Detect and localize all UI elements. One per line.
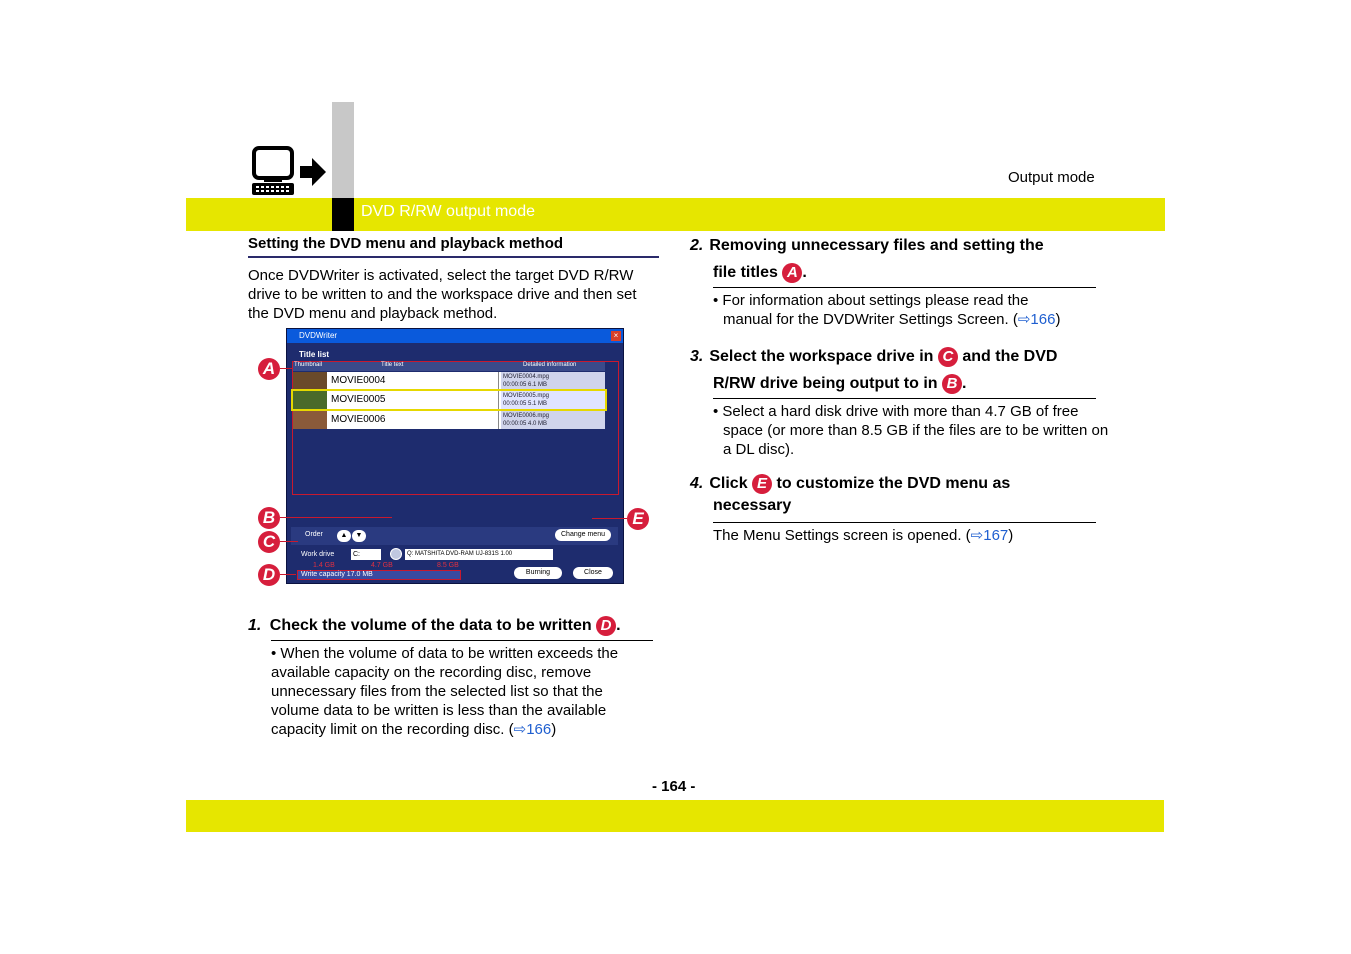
step4-title-c: necessary	[713, 497, 792, 514]
step4-text-body: The Menu Settings screen is opened. (	[713, 527, 971, 544]
step2-close: )	[1055, 311, 1061, 328]
pc-to-device-icon	[250, 146, 330, 198]
marker-a-line	[280, 368, 292, 369]
header-black-tab	[332, 198, 354, 231]
step3-title-b: and the DVD	[962, 348, 1058, 365]
marker-d-line	[280, 574, 296, 575]
title-cell[interactable]: MOVIE0006	[329, 411, 499, 429]
dvd-drive-value: Q: MATSHITA DVD-RAM UJ-831S 1.00	[407, 551, 513, 557]
step1-marker: D	[596, 616, 616, 636]
step4-rule	[713, 522, 1096, 523]
step1-bullet	[271, 644, 651, 739]
step4-title-b: to customize the DVD menu as	[776, 475, 1011, 492]
thumbnail	[293, 372, 327, 390]
window-titlebar	[287, 329, 623, 343]
close-button[interactable]: Close	[573, 567, 613, 579]
step3-rule	[713, 398, 1096, 399]
title-list-label: Title list	[299, 350, 330, 359]
step2-title	[690, 232, 1110, 286]
write-capacity-text: Write capacity 17.0 MB	[301, 571, 373, 578]
header-gray-tab	[332, 102, 354, 198]
step2-title-b: file titles	[713, 264, 778, 281]
detail-cell	[501, 411, 605, 429]
capacity-2: 4.7 GB	[371, 562, 393, 569]
work-drive-value: C:	[353, 551, 360, 558]
step4-close: )	[1008, 527, 1014, 544]
step2-rule	[713, 287, 1096, 288]
step3-marker-c: C	[938, 347, 958, 367]
work-drive-label: Work drive	[301, 551, 335, 558]
step1-title-text: Check the volume of the data to be written	[269, 617, 592, 634]
marker-b: B	[258, 507, 280, 529]
marker-a: A	[258, 358, 280, 380]
step1-close: )	[551, 721, 557, 738]
step1-link[interactable]: ⇨166	[513, 721, 552, 738]
window-title: DVDWriter	[299, 331, 338, 340]
work-drive-select[interactable]	[351, 549, 381, 560]
step4-link-page: 167	[983, 527, 1009, 544]
step3-number: 3.	[690, 348, 704, 365]
order-down-button[interactable]: ▼	[352, 530, 366, 542]
step4-number: 4.	[690, 475, 704, 492]
marker-c-line	[280, 541, 298, 542]
window-close-icon[interactable]: ×	[611, 331, 621, 341]
step2-title-a: Removing unnecessary files and setting the	[709, 237, 1044, 254]
step4-title-a: Click	[709, 475, 748, 492]
subheading-rule	[248, 256, 659, 258]
dvd-drive-select[interactable]	[405, 549, 553, 560]
detail-file: MOVIE0004.mpg	[503, 374, 550, 380]
marker-c: C	[258, 531, 280, 553]
change-menu-button[interactable]: Change menu	[555, 529, 611, 541]
output-mode-label: Output mode	[1008, 169, 1095, 186]
marker-e: E	[627, 508, 649, 530]
capacity-3: 8.5 GB	[437, 562, 459, 569]
detail-cell	[501, 372, 605, 390]
title-cell[interactable]: MOVIE0005	[329, 391, 499, 409]
step1-bullet-text: • When the volume of data to be written exceeds the available capacity on the recording disc, remove unnecessary files from the selected list so that the volume data to be written is less than the available capacity limit on the recording disc. (	[271, 645, 619, 738]
step2-marker: A	[782, 263, 802, 283]
step2-link-page: 166	[1030, 311, 1056, 328]
title-row[interactable]	[293, 391, 605, 409]
step1-number: 1.	[248, 617, 262, 634]
marker-d: D	[258, 564, 280, 586]
thumbnail	[293, 391, 327, 409]
col-thumbnail: Thumbnail	[294, 362, 323, 368]
disc-icon	[390, 548, 402, 560]
step3-bullet: • Select a hard disk drive with more than 4.7 GB of free space (or more than 8.5 GB if the files are to be written on a DL disc).	[713, 403, 1109, 458]
step3-marker-b: B	[942, 374, 962, 394]
step1-end: .	[616, 617, 621, 634]
step4-link[interactable]: ⇨167	[970, 527, 1009, 544]
burning-button[interactable]: Burning	[514, 567, 562, 579]
marker-e-line	[592, 518, 627, 519]
step4-marker: E	[752, 474, 772, 494]
title-cell[interactable]: MOVIE0004	[329, 372, 499, 390]
step2-end: .	[802, 264, 807, 281]
detail-file: MOVIE0006.mpg	[503, 413, 550, 419]
detail-info: 00:00:05 4.0 MB	[503, 421, 548, 427]
marker-b-line	[280, 517, 392, 518]
step2-link[interactable]: ⇨166	[1017, 311, 1056, 328]
order-up-button[interactable]: ▲	[337, 530, 351, 542]
col-detail: Detailed information	[523, 362, 577, 368]
footer-band	[186, 800, 1164, 832]
page-number: - 164 -	[652, 778, 696, 795]
step3-title	[690, 343, 1110, 397]
section-label: DVD R/RW output mode	[361, 203, 535, 220]
step3-end: .	[962, 375, 967, 392]
step1-rule	[271, 640, 653, 641]
step2-number: 2.	[690, 237, 704, 254]
capacity-1: 1.4 GB	[313, 562, 335, 569]
detail-info: 00:00:05 6.1 MB	[503, 382, 548, 388]
detail-info: 00:00:05 5.1 MB	[503, 401, 548, 407]
thumbnail	[293, 411, 327, 429]
step3-title-c: R/RW drive being output to in	[713, 375, 938, 392]
intro-text: Once DVDWriter is activated, select the target DVD R/RW drive to be written to and the workspace drive and then set the DVD menu and playback method.	[248, 267, 637, 322]
detail-cell	[501, 391, 605, 409]
order-label: Order	[305, 531, 323, 538]
column-header	[293, 362, 605, 371]
step3-title-a: Select the workspace drive in	[709, 348, 934, 365]
step1-link-page: 166	[526, 721, 552, 738]
step2-bullet-b: manual for the DVDWriter Settings Screen. (	[723, 311, 1018, 328]
subheading: Setting the DVD menu and playback method	[248, 235, 564, 252]
step4-title	[690, 473, 1110, 517]
title-row[interactable]	[293, 372, 605, 390]
step4-text	[713, 526, 1103, 545]
step2-bullet	[713, 291, 1103, 329]
step2-bullet-a: • For information about settings please read the	[713, 292, 1029, 309]
step1-title	[248, 612, 660, 639]
dvdwriter-window	[286, 328, 624, 584]
title-row[interactable]	[293, 411, 605, 429]
detail-file: MOVIE0005.mpg	[503, 393, 550, 399]
col-title-text: Title text	[381, 362, 404, 368]
